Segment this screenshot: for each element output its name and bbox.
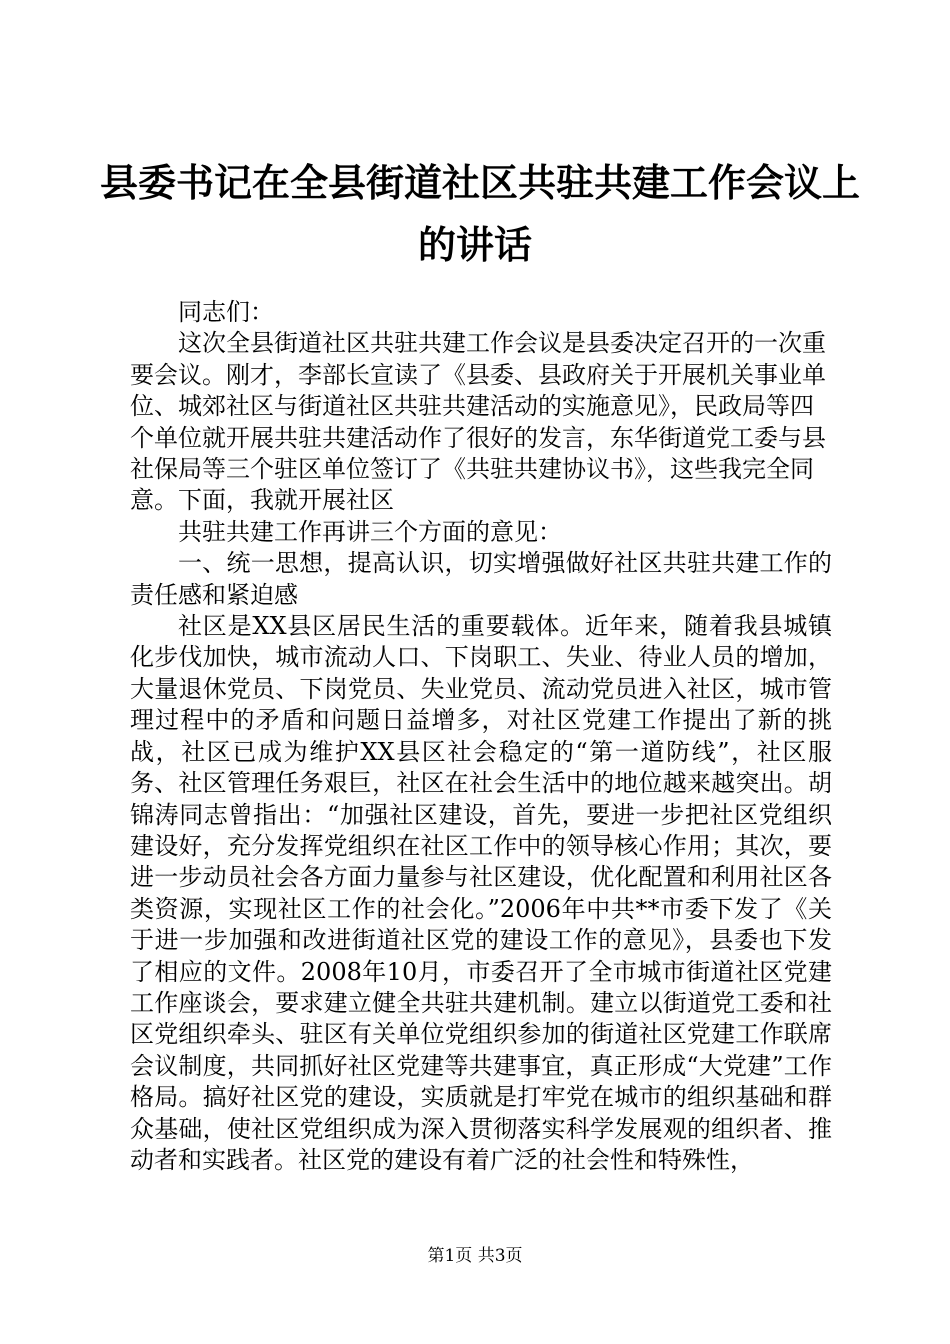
section-heading-1: 一、统一思想，提高认识，切实增强做好社区共驻共建工作的责任感和紧迫感 (130, 549, 832, 609)
paragraph-intro: 这次全县街道社区共驻共建工作会议是县委决定召开的一次重要会议。刚才，李部长宣读了《县委、县政府关于开展机关事业单位、城郊社区与街道社区共驻共建活动的实施意见》，民政局等四个单位就开展共驻共建活动作了很好的发言，东华街道党工委与县社保局等三个驻区单位签订了《共驻共建协议书》，这些我完全同意。下面，我就开展社区 (130, 329, 826, 515)
paragraph-community: 社区是XX县区居民生活的重要载体。近年来，随着我县城镇化步伐加快，城市流动人口、下岗职工、失业、待业人员的增加，大量退休党员、下岗党员、失业党员、流动党员进入社区，城市管理过程中的矛盾和问题日益增多，对社区党建工作提出了新的挑战，社区已成为维护XX县区社会稳定的“第一道防线”，社区服务、社区管理任务艰巨，社区在社会生活中的地位越来越突出。胡锦涛同志曾指出：“加强社区建设，首先，要进一步把社区党组织建设好，充分发挥党组织在社区工作中的领导核心作用；其次，要进一步动员社会各方面力量参与社区建设，优化配置和利用社区各类资源，实现社区工作的社会化。”2006年中共**市委下发了《关于进一步加强和改进街道社区党的建设工作的意见》，县委也下发了相应的文件。2008年10月，市委召开了全市城市街道社区党建工作座谈会，要求建立健全共驻共建机制。建立以街道党工委和社区党组织牵头、驻区有关单位党组织参加的街道社区党建工作联席会议制度，共同抓好社区党建等共建事宜，真正形成“大党建”工作格局。搞好社区党的建设，实质就是打牢党在城市的组织基础和群众基础，使社区党组织成为深入贯彻落实科学发展观的组织者、推动者和实践者。社区党的建设有着广泛的社会性和特殊性， (130, 612, 832, 1174)
page-footer: 第1页 共3页 (427, 1246, 523, 1266)
paragraph-transition: 共驻共建工作再讲三个方面的意见： (178, 517, 562, 546)
document-title (100, 152, 861, 276)
salutation: 同志们： (178, 298, 274, 326)
title-line-2: 的讲话 (417, 223, 532, 267)
document-body (130, 297, 832, 1176)
title-line-1: 县委书记在全县街道社区共驻共建工作会议上 (100, 161, 861, 205)
